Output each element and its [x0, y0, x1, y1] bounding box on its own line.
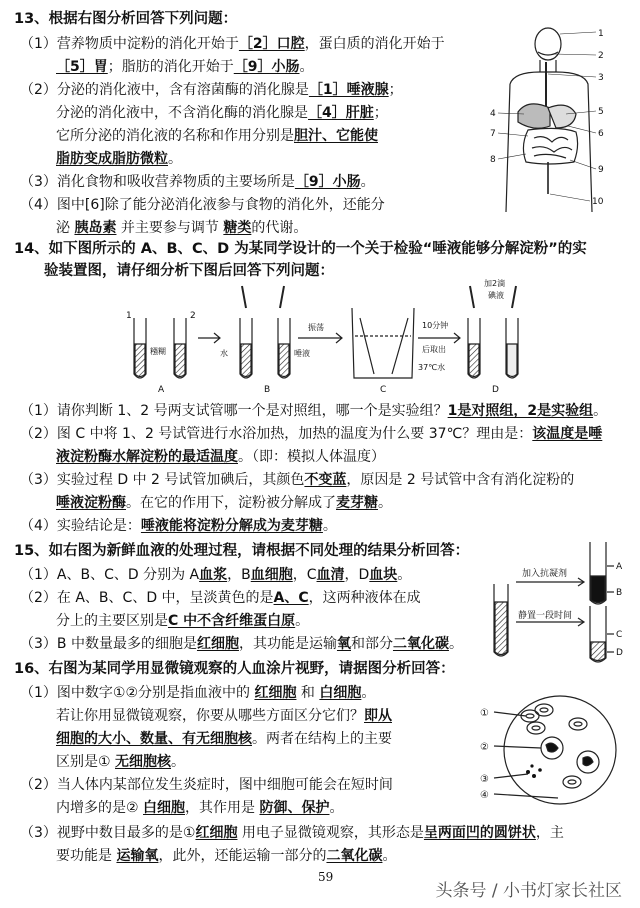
q16-title: 16、右图为某同学用显微镜观察的人血涂片视野，请据图分析回答： [14, 661, 455, 677]
standing-label: 静置一段时间 [518, 611, 573, 621]
digestive-label-6: 6 [598, 129, 604, 139]
q14-title: 14、如下图所示的 A、B、C、D 为某同学设计的一个关于检验“唾液能够分解淀粉”的实 [14, 241, 587, 257]
blood-smear-figure [468, 690, 624, 812]
tube2-label-a: 2 [190, 311, 196, 321]
iodine-label-1: 加2滴 [484, 279, 506, 288]
saliva-experiment-figure [112, 278, 542, 396]
paste-label: 糨糊 [150, 347, 166, 356]
q16-line3: 细胞的大小、数量、有无细胞核。两者在结构上的主要 [56, 731, 392, 747]
q14-line3: 液淀粉酶水解淀粉的最适温度。（即：模拟人体温度） [56, 449, 385, 465]
q13-line5: 它所分泌的消化液的名称和作用分别是胆汁、它能使 [56, 128, 378, 144]
q14-line6: （4）实验结论是：唾液能将淀粉分解成为麦芽糖。 [20, 518, 337, 534]
q15-line4: （3）B 中数量最多的细胞是红细胞，其功能是运输氧和部分二氧化碳。 [20, 636, 463, 652]
water-label: 水 [220, 349, 228, 358]
q14-line5: 唾液淀粉酶。在它的作用下，淀粉被分解成了麦芽糖。 [56, 495, 392, 511]
blood-label-d: D [616, 648, 623, 658]
q16-line1: （1）图中数字①②分别是指血液中的 红细胞 和 白细胞。 [20, 685, 376, 701]
q15-line1: （1）A、B、C、D 分别为 A血浆，B血细胞，C血清，D血块。 [20, 567, 412, 583]
digestive-label-10: 10 [592, 197, 604, 207]
q16-line8: 要功能是 运输氧，此外，还能运输一部分的二氧化碳。 [56, 848, 397, 864]
q16-line6: 内增多的是② 白细胞，其作用是 防御、保护。 [56, 800, 344, 816]
q13-line8: （4）图中[6]除了能分泌消化液参与食物的消化外，还能分 [20, 197, 385, 213]
digestive-label-1: 1 [598, 29, 604, 39]
q15-title: 15、如右图为新鲜血液的处理过程，请根据不同处理的结果分析回答： [14, 543, 470, 559]
q13-line1: （1）营养物质中淀粉的消化开始于［2］口腔，蛋白质的消化开始于 [20, 36, 445, 52]
q13-line2: ［5］胃；脂肪的消化开始于［9］小肠。 [56, 59, 314, 75]
blood-label-c: C [616, 630, 623, 640]
anticoagulant-label: 加入抗凝剂 [522, 569, 568, 579]
digestive-label-9: 9 [598, 165, 604, 175]
watermark: 头条号 / 小书灯家长社区 [435, 881, 622, 901]
saliva-label: 唾液 [294, 349, 310, 358]
q13-title: 13、根据右图分析回答下列问题： [14, 11, 238, 27]
blood-label-a: A [616, 562, 623, 572]
q16-line4: 区别是① 无细胞核。 [56, 754, 186, 770]
figure-d-label: D [492, 385, 499, 395]
q16-line7: （3）视野中数目最多的是①红细胞 用电子显微镜观察，其形态是呈两面凹的圆饼状，主 [20, 825, 564, 841]
smear-label-2: ② [480, 742, 489, 753]
figure-c-label: C [380, 385, 387, 395]
smear-label-4: ④ [480, 790, 489, 801]
tube1-label-a: 1 [126, 311, 132, 321]
blood-separation-figure [486, 540, 626, 664]
smear-label-3: ③ [480, 774, 489, 785]
figure-b-label: B [264, 385, 271, 395]
q14-title-2: 验装置图，请仔细分析下图后回答下列问题： [44, 263, 334, 279]
q15-line2: （2）在 A、B、C、D 中，呈淡黄色的是A、C，这两种液体在成 [20, 590, 421, 606]
page-number: 59 [318, 870, 334, 884]
figure-a-label: A [158, 385, 165, 395]
water-temp-label: 37℃水 [418, 363, 446, 372]
q15-line3: 分上的主要区别是C 中不含纤维蛋白原。 [56, 613, 310, 629]
q14-line1: （1）请你判断 1、2 号两支试管哪一个是对照组，哪一个是实验组？1是对照组，2是实验组。 [20, 403, 608, 419]
ten-minutes-label: 10分钟 [422, 321, 449, 330]
blood-label-b: B [616, 588, 623, 598]
digestive-label-7: 7 [490, 129, 496, 139]
q13-line3: （2）分泌的消化液中，含有溶菌酶的消化腺是［1］唾液腺； [20, 82, 403, 98]
q14-line2: （2）图 C 中将 1、2 号试管进行水浴加热，加热的温度为什么要 37℃？理由是：该温度是唾 [20, 426, 603, 442]
smear-label-1: ① [480, 708, 489, 719]
q14-line4: （3）实验过程 D 中 2 号试管加碘后，其颜色不变蓝，原因是 2 号试管中含有消化淀粉的 [20, 472, 575, 488]
digestive-label-4: 4 [490, 109, 496, 119]
q13-line6: 脂肪变成脂肪微粒。 [56, 151, 182, 167]
digestive-label-3: 3 [598, 73, 604, 83]
q16-line5: （2）当人体内某部位发生炎症时，图中细胞可能会在短时间 [20, 777, 393, 793]
digestive-label-5: 5 [598, 107, 604, 117]
iodine-label-2: 碘液 [488, 291, 504, 300]
q13-line9: 泌 胰岛素 并主要参与调节 糖类的代谢。 [56, 220, 308, 236]
shake-label: 振荡 [308, 323, 324, 332]
digestive-system-figure [488, 22, 614, 218]
digestive-label-8: 8 [490, 155, 496, 165]
q16-line2: 若让你用显微镜观察，你要从哪些方面区分它们？即从 [56, 708, 392, 724]
q13-line7: （3）消化食物和吸收营养物质的主要场所是［9］小肠。 [20, 174, 375, 190]
q13-line4: 分泌的消化液中，不含消化酶的消化腺是［4］肝脏； [56, 105, 388, 121]
digestive-label-2: 2 [598, 51, 604, 61]
take-out-label: 后取出 [422, 345, 446, 354]
